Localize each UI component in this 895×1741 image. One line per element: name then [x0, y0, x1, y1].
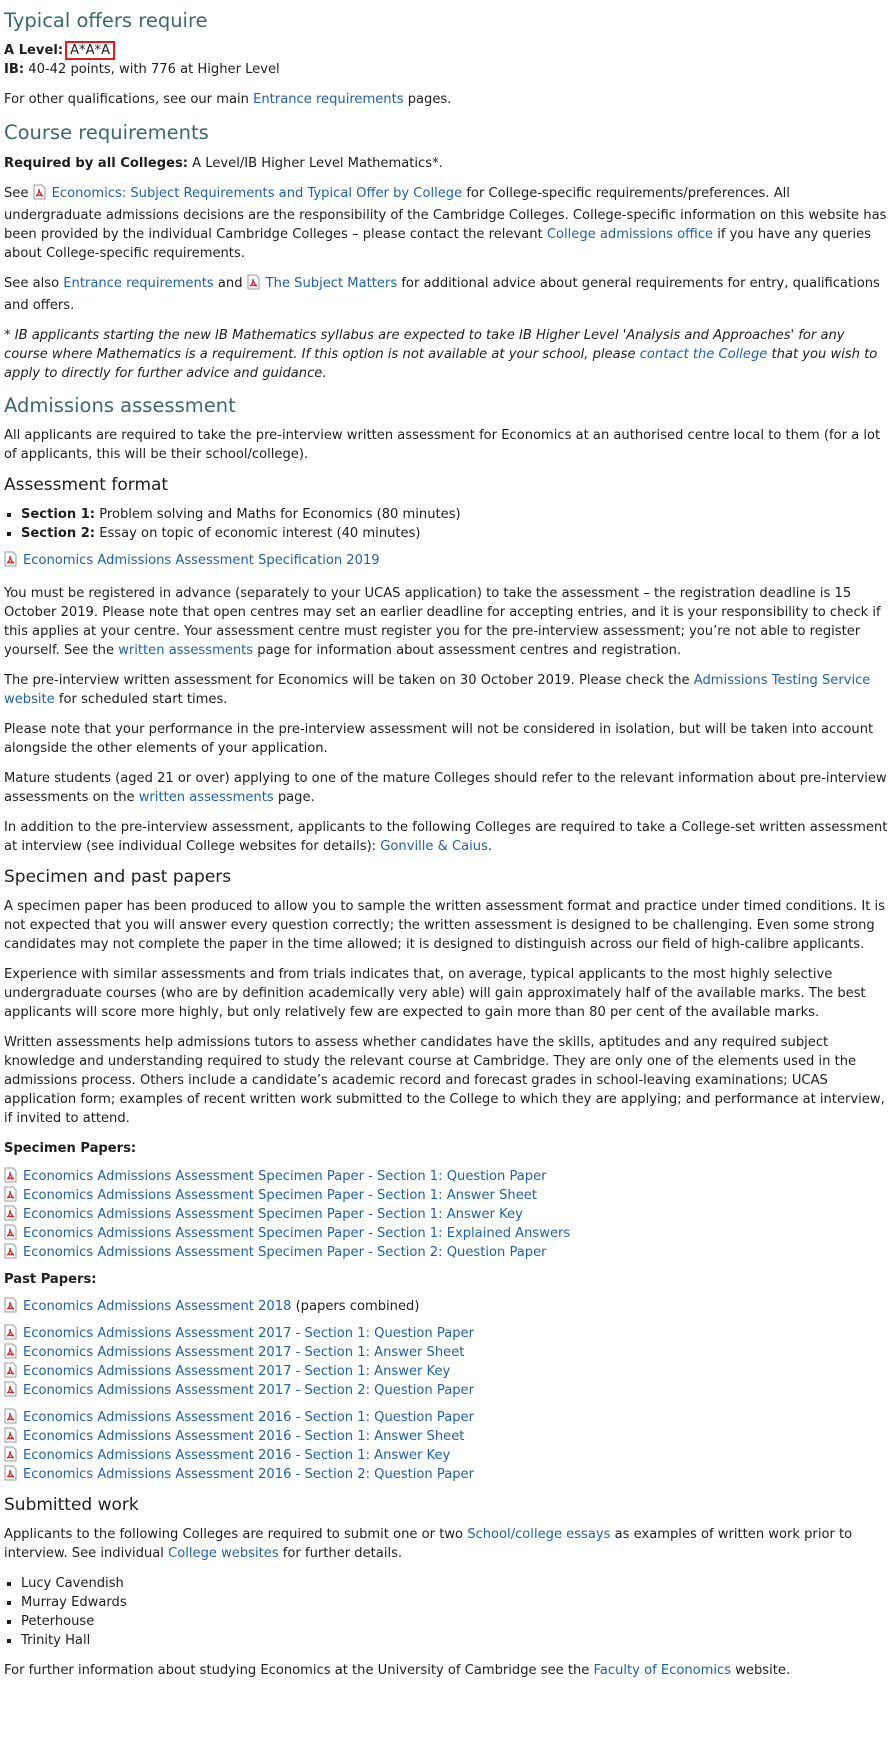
ib-row: [4, 60, 889, 79]
entrance-requirements-link-2[interactable]: Entrance requirements: [63, 276, 214, 291]
specimen-paper-link[interactable]: Economics Admissions Assessment Specimen Paper - Section 1: Question Paper: [23, 1169, 547, 1184]
required-by-all-colleges: Required by all Colleges: A Level/IB Higher Level Mathematics*.: [4, 156, 443, 171]
list-item: ▪ Trinity Hall: [21, 1631, 889, 1650]
list-item: ▪ Lucy Cavendish: [21, 1574, 889, 1593]
subject-requirements-link[interactable]: Economics: Subject Requirements and Typical Offer by College: [51, 186, 463, 201]
college-websites-link[interactable]: College websites: [168, 1546, 279, 1561]
list-item: [4, 1381, 889, 1400]
submitted-work-text: Applicants to the following Colleges are required to submit one or two School/college essays as examples of written work prior to interview. See individual College websites for further details.: [4, 1527, 853, 1561]
specimen-past-papers-heading: Specimen and past papers: [4, 867, 232, 887]
list-item: [4, 1343, 889, 1362]
a-level-value: A*A*A: [65, 41, 115, 60]
specimen-papers-list: [4, 1167, 889, 1262]
further-information-text: For further information about studying Economics at the University of Cambridge see the Faculty of Economics website.: [4, 1663, 791, 1678]
gonville-caius-link[interactable]: Gonville & Caius: [380, 839, 488, 854]
past-papers-2017: [4, 1324, 889, 1400]
past-paper-link[interactable]: Economics Admissions Assessment 2017 - Section 2: Question Paper: [23, 1383, 474, 1398]
past-papers-label: Past Papers:: [4, 1272, 97, 1287]
admissions-testing-service-link[interactable]: Admissions Testing Service website: [4, 673, 871, 707]
list-item: [4, 1205, 889, 1224]
performance-text: Please note that your performance in the pre-interview assessment will not be considered in isolation, but will be taken into account alongside the other elements of your application.: [4, 722, 874, 756]
faculty-of-economics-link[interactable]: Faculty of Economics: [593, 1663, 732, 1678]
past-paper-link[interactable]: Economics Admissions Assessment 2016 - Section 2: Question Paper: [23, 1467, 474, 1482]
written-assessments-link[interactable]: written assessments: [118, 643, 254, 658]
contact-the-college-link[interactable]: contact the College: [639, 347, 768, 362]
specification-row: [4, 551, 889, 573]
registration-text: You must be registered in advance (separately to your UCAS application) to take the assessment – the registration deadline is 15 October 2019. Please note that open centres may set an earlier deadline for accepting entries, and it is your responsibility to check if this applies at your centre. Your assessment centre must register you for the pre-interview assessment; you’re not able to register yourself. See the written assessments page for information about assessment centres and registration.: [4, 586, 881, 658]
specimen-paper-link[interactable]: Economics Admissions Assessment Specimen Paper - Section 1: Explained Answers: [23, 1226, 571, 1241]
assessment-specification-link[interactable]: Economics Admissions Assessment Specification 2019: [23, 553, 380, 568]
past-paper-link[interactable]: Economics Admissions Assessment 2017 - Section 1: Answer Key: [23, 1364, 451, 1379]
past-paper-2018-link[interactable]: Economics Admissions Assessment 2018: [23, 1299, 292, 1314]
college-specific-text: See Economics: Subject Requirements and Typical Offer by College for College-specific requirements/preferences. All undergraduate admissions decisions are the responsibility of the Cambridge Colleges. College-specific information on this website has been provided by the individual Cambridge Colleges – please contact the relevant College admissions office if you have any queries about College-specific requirements.: [4, 186, 887, 261]
assessment-sections-list: [4, 505, 889, 543]
pdf-icon: [4, 1243, 17, 1265]
list-item: ▪ Murray Edwards: [21, 1593, 889, 1612]
pdf-icon: [4, 1381, 17, 1403]
specimen-paragraph-3: Written assessments help admissions tutors to assess whether candidates have the skills, aptitudes and any required subject knowledge and understanding required to study the relevant course at Cambridge. They are only one of the elements used in the admissions process. Others include a candidate’s academic record and forecast grades in school-leaving examinations; UCAS application form; examples of recent written work submitted to the College to which they are applying; and performance at interview, if invited to attend.: [4, 1035, 885, 1126]
list-item: [4, 1324, 889, 1343]
a-level-label: A Level:: [4, 43, 64, 58]
course-requirements-heading: Course requirements: [4, 121, 209, 144]
a-level-row: [4, 41, 889, 60]
list-item: [4, 1465, 889, 1484]
subject-matters-link[interactable]: The Subject Matters: [265, 276, 398, 291]
specimen-papers-label: Specimen Papers:: [4, 1141, 137, 1156]
past-paper-link[interactable]: Economics Admissions Assessment 2017 - Section 1: Answer Sheet: [23, 1345, 465, 1360]
specimen-paper-link[interactable]: Economics Admissions Assessment Specimen Paper - Section 2: Question Paper: [23, 1245, 547, 1260]
admissions-assessment-heading: Admissions assessment: [4, 394, 236, 417]
submitted-work-heading: Submitted work: [4, 1495, 139, 1515]
college-set-assessment-text: In addition to the pre-interview assessment, applicants to the following Colleges are required to take a College-set written assessment at interview (see individual College websites for details): Gonville & Caius.: [4, 820, 888, 854]
list-item: [4, 1427, 889, 1446]
past-papers-2016: [4, 1408, 889, 1484]
pdf-icon: [4, 551, 17, 573]
assessment-intro: All applicants are required to take the pre-interview written assessment for Economics at an authorised centre local to them (for a lot of applicants, this will be their school/college).: [4, 428, 881, 462]
list-item: [4, 1297, 889, 1316]
list-item: ▪ Peterhouse: [21, 1612, 889, 1631]
past-paper-link[interactable]: Economics Admissions Assessment 2017 - Section 1: Question Paper: [23, 1326, 474, 1341]
pdf-icon: [4, 1297, 17, 1319]
list-item: [4, 1224, 889, 1243]
past-paper-link[interactable]: Economics Admissions Assessment 2016 - Section 1: Question Paper: [23, 1410, 474, 1425]
ib-label: IB:: [4, 62, 25, 77]
ib-value: 40-42 points, with 776 at Higher Level: [24, 62, 280, 77]
college-admissions-office-link[interactable]: College admissions office: [546, 227, 714, 242]
pdf-icon: [4, 1465, 17, 1487]
pdf-icon: [247, 274, 260, 296]
past-paper-link[interactable]: Economics Admissions Assessment 2016 - Section 1: Answer Key: [23, 1448, 451, 1463]
specimen-paragraph-2: Experience with similar assessments and from trials indicates that, on average, typical applicants to the most highly selective undergraduate courses (who are by definition academically very able) will gain approximately half of the available marks. The best applicants will score more highly, but only relatively few are expected to gain more than 80 per cent of the available marks.: [4, 967, 866, 1020]
typical-offers-heading: Typical offers require: [4, 9, 208, 32]
specimen-paper-link[interactable]: Economics Admissions Assessment Specimen Paper - Section 1: Answer Sheet: [23, 1188, 537, 1203]
entrance-requirements-link[interactable]: Entrance requirements: [253, 92, 404, 107]
school-college-essays-link[interactable]: School/college essays: [467, 1527, 611, 1542]
specimen-paper-link[interactable]: Economics Admissions Assessment Specimen Paper - Section 1: Answer Key: [23, 1207, 523, 1222]
assessment-date-text: The pre-interview written assessment for Economics will be taken on 30 October 2019. Please check the Admissions Testing Service website for scheduled start times.: [4, 673, 871, 707]
pdf-icon: [33, 184, 46, 206]
list-item: [4, 1408, 889, 1427]
list-item: [4, 1362, 889, 1381]
list-item: ▪ Section 2: Essay on topic of economic interest (40 minutes): [21, 524, 889, 543]
list-item: ▪ Section 1: Problem solving and Maths for Economics (80 minutes): [21, 505, 889, 524]
past-paper-link[interactable]: Economics Admissions Assessment 2016 - Section 1: Answer Sheet: [23, 1429, 465, 1444]
past-papers-2018: [4, 1297, 889, 1316]
list-item: [4, 1186, 889, 1205]
mature-students-text: Mature students (aged 21 or over) applying to one of the mature Colleges should refer to the relevant information about pre-interview assessments on the written assessments page.: [4, 771, 887, 805]
list-item: [4, 1167, 889, 1186]
written-assessments-link-2[interactable]: written assessments: [138, 790, 274, 805]
papers-combined-note: (papers combined): [291, 1299, 420, 1314]
ib-mathematics-note: * IB applicants starting the new IB Mathematics syllabus are expected to take IB Higher Level 'Analysis and Approaches' for any course where Mathematics is a requirement. If this option is not available at your school, please contact the College that you wish to apply to directly for further advice and guidance.: [4, 328, 878, 381]
specimen-paragraph-1: A specimen paper has been produced to allow you to sample the written assessment format and practice under timed conditions. It is not expected that you will answer every question correctly; the written assessment is designed to be challenging. Even some strong candidates may not complete the paper in the time allowed; it is designed to distinguish across our field of high-calibre applicants.: [4, 899, 885, 952]
list-item: [4, 1243, 889, 1262]
submitted-work-colleges-list: [4, 1574, 889, 1650]
list-item: [4, 1446, 889, 1465]
other-qualifications-text: For other qualifications, see our main Entrance requirements pages.: [4, 92, 452, 107]
see-also-text: See also Entrance requirements and The Subject Matters for additional advice about general requirements for entry, qualifications and offers.: [4, 276, 880, 313]
assessment-format-heading: Assessment format: [4, 475, 169, 495]
